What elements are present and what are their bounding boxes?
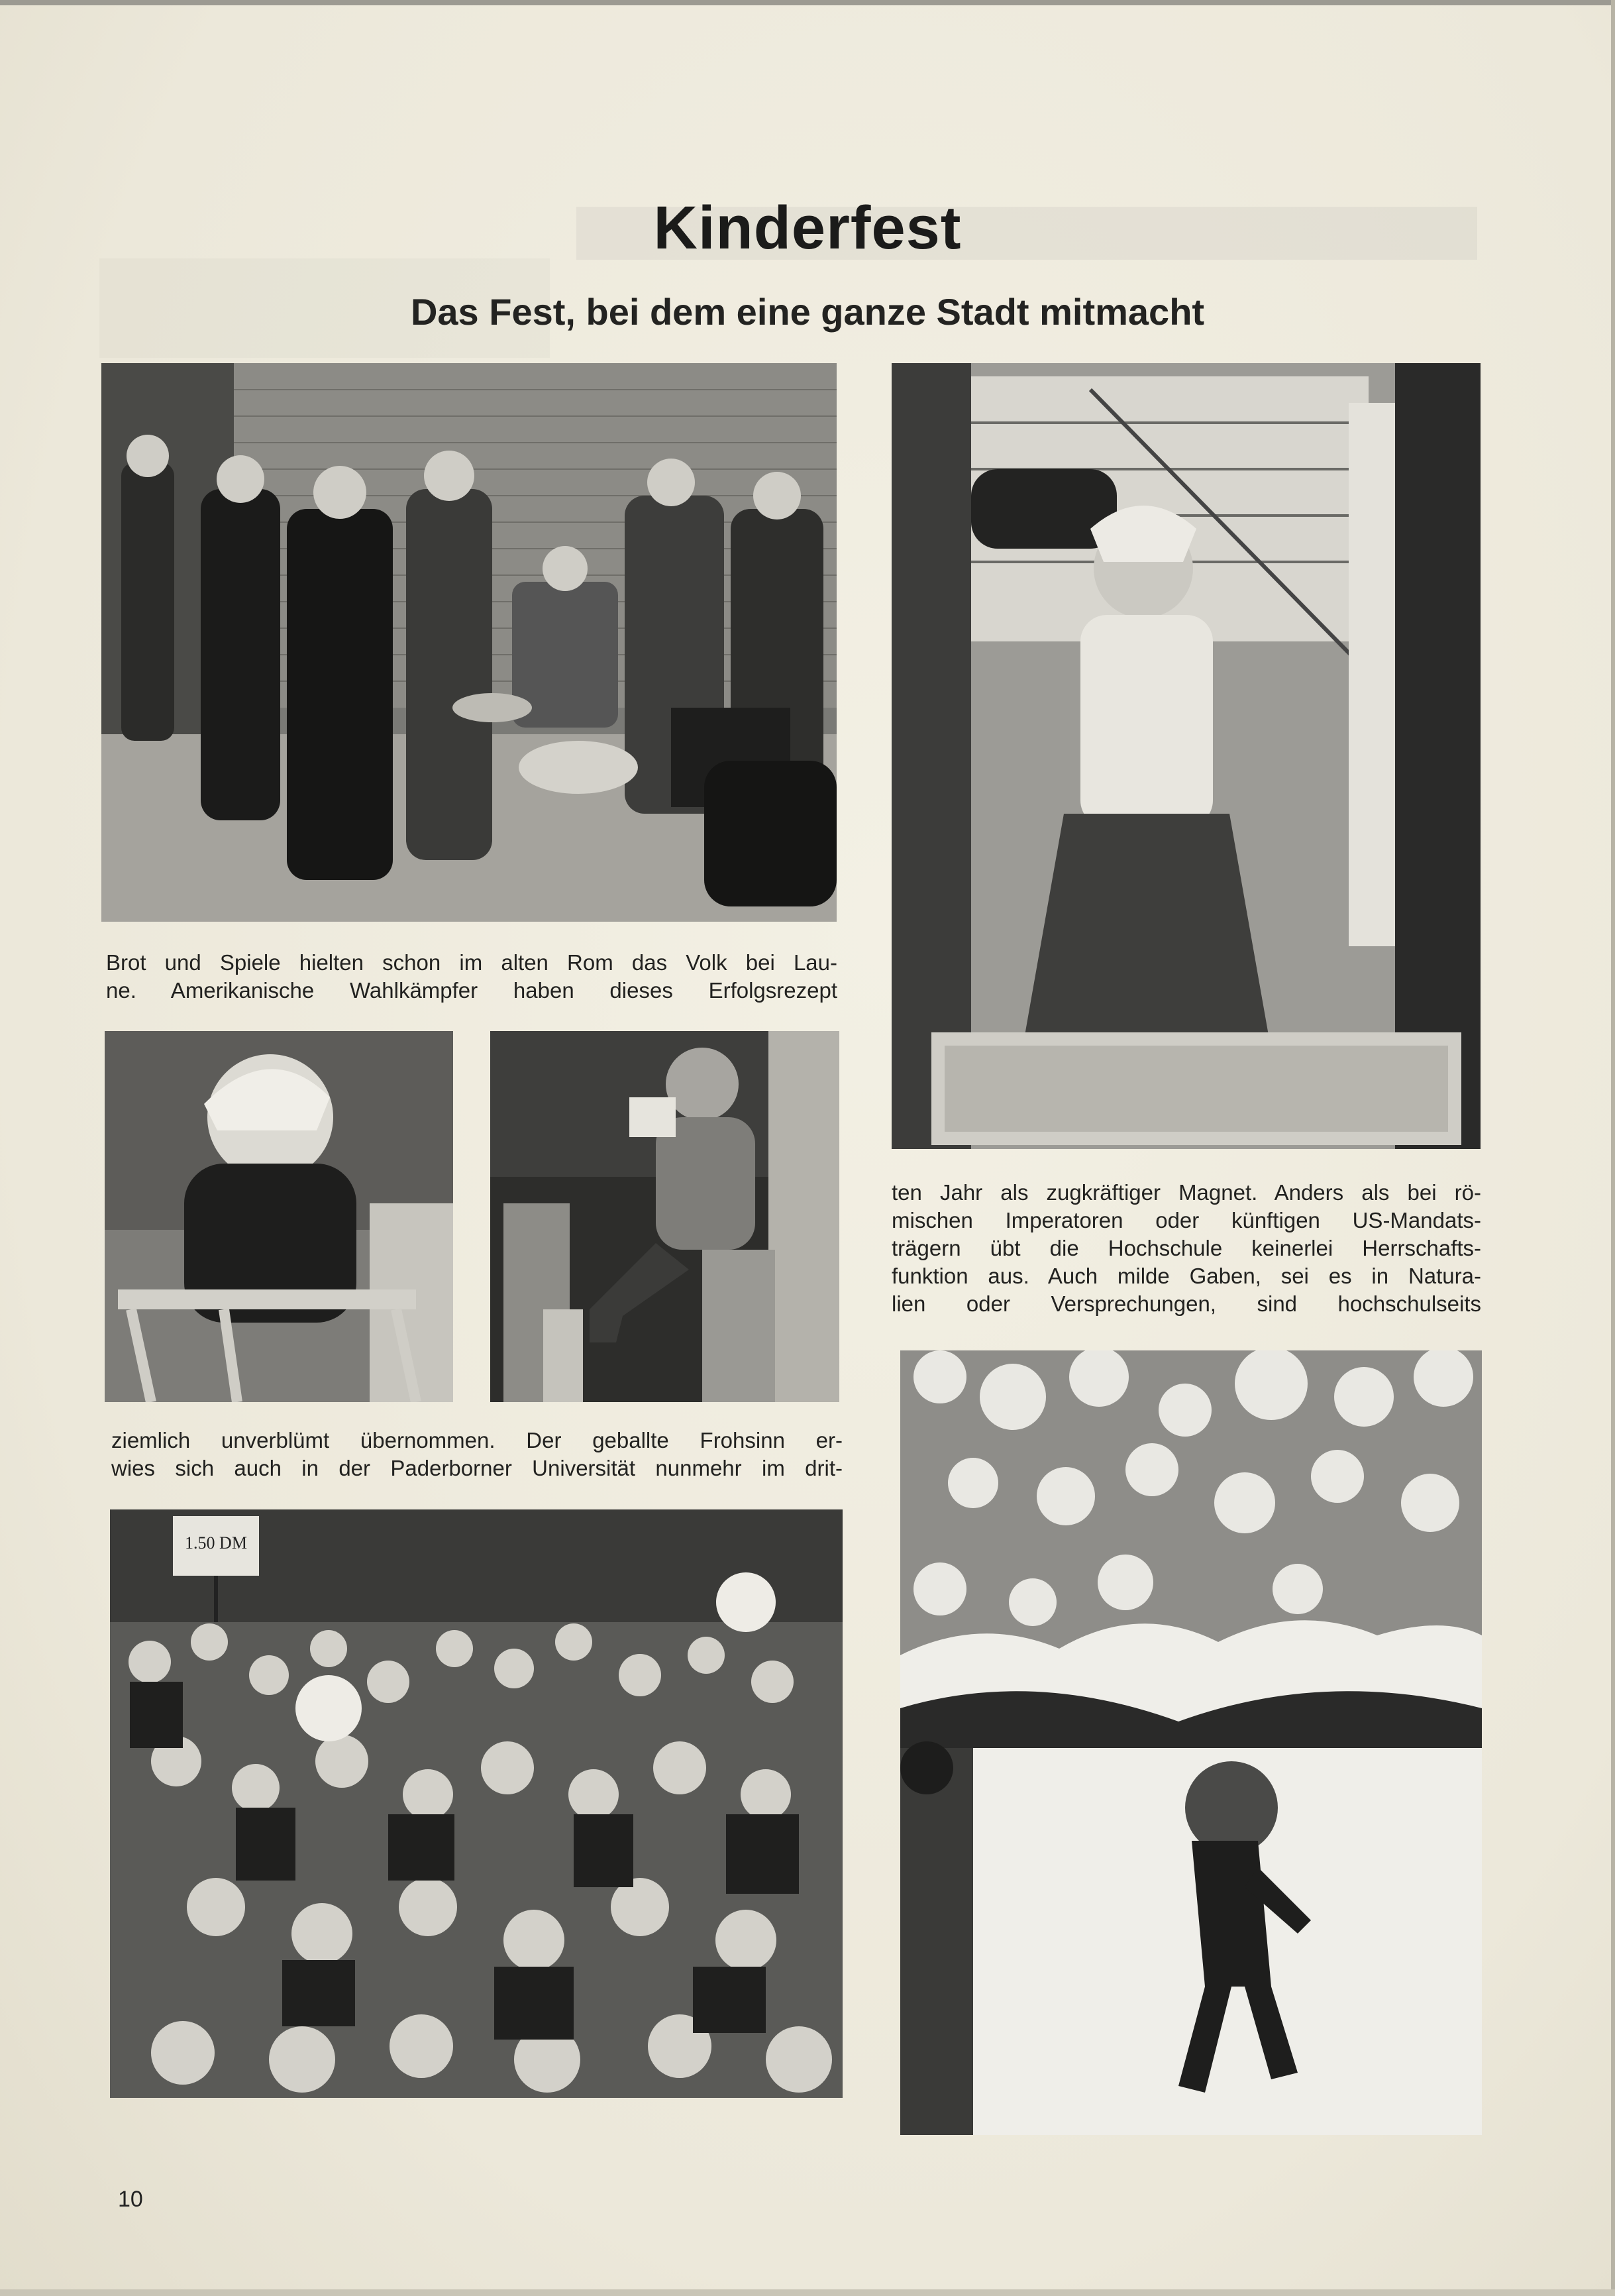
article-subtitle: Das Fest, bei dem eine ganze Stadt mitmacht bbox=[410, 291, 1205, 333]
article-title: Kinderfest bbox=[653, 194, 962, 262]
caption-line: funktion aus. Auch milde Gaben, sei es in Natura- bbox=[892, 1264, 1481, 1288]
caption-line: ziemlich unverblümt übernommen. Der geballte Frohsinn er- bbox=[111, 1428, 843, 1452]
seated-people-photo bbox=[490, 1031, 839, 1402]
crowd-photo bbox=[110, 1509, 843, 2098]
foam-photo bbox=[900, 1350, 1482, 2135]
caption-line: ne. Amerikanische Wahlkämpfer haben dieses Erfolgsrezept bbox=[106, 978, 837, 1003]
page-number: 10 bbox=[118, 2187, 143, 2212]
caption-line: trägern übt die Hochschule keinerlei Herrschafts- bbox=[892, 1236, 1481, 1260]
page-bottom-edge bbox=[0, 2289, 1615, 2296]
caption-block-1 bbox=[106, 949, 837, 1005]
caption-line: lien oder Versprechungen, sind hochschulseits bbox=[892, 1291, 1481, 1316]
child-photo bbox=[105, 1031, 453, 1402]
band-photo bbox=[101, 363, 837, 922]
page-right-edge bbox=[1611, 0, 1615, 2296]
page-top-edge bbox=[0, 0, 1615, 5]
caption-block-2 bbox=[111, 1427, 843, 1482]
caption-line: mischen Imperatoren oder künftigen US-Mandats- bbox=[892, 1208, 1481, 1232]
caption-line: wies sich auch in der Paderborner Universität nunmehr im drit- bbox=[111, 1456, 843, 1480]
caption-line: ten Jahr als zugkräftiger Magnet. Anders als bei rö- bbox=[892, 1180, 1481, 1205]
caption-line: Brot und Spiele hielten schon im alten Rom das Volk bei Lau- bbox=[106, 950, 837, 975]
girl-photo bbox=[892, 363, 1481, 1149]
price-sign-label: 1.50 DM bbox=[185, 1533, 247, 1553]
caption-block-3 bbox=[892, 1179, 1481, 1318]
